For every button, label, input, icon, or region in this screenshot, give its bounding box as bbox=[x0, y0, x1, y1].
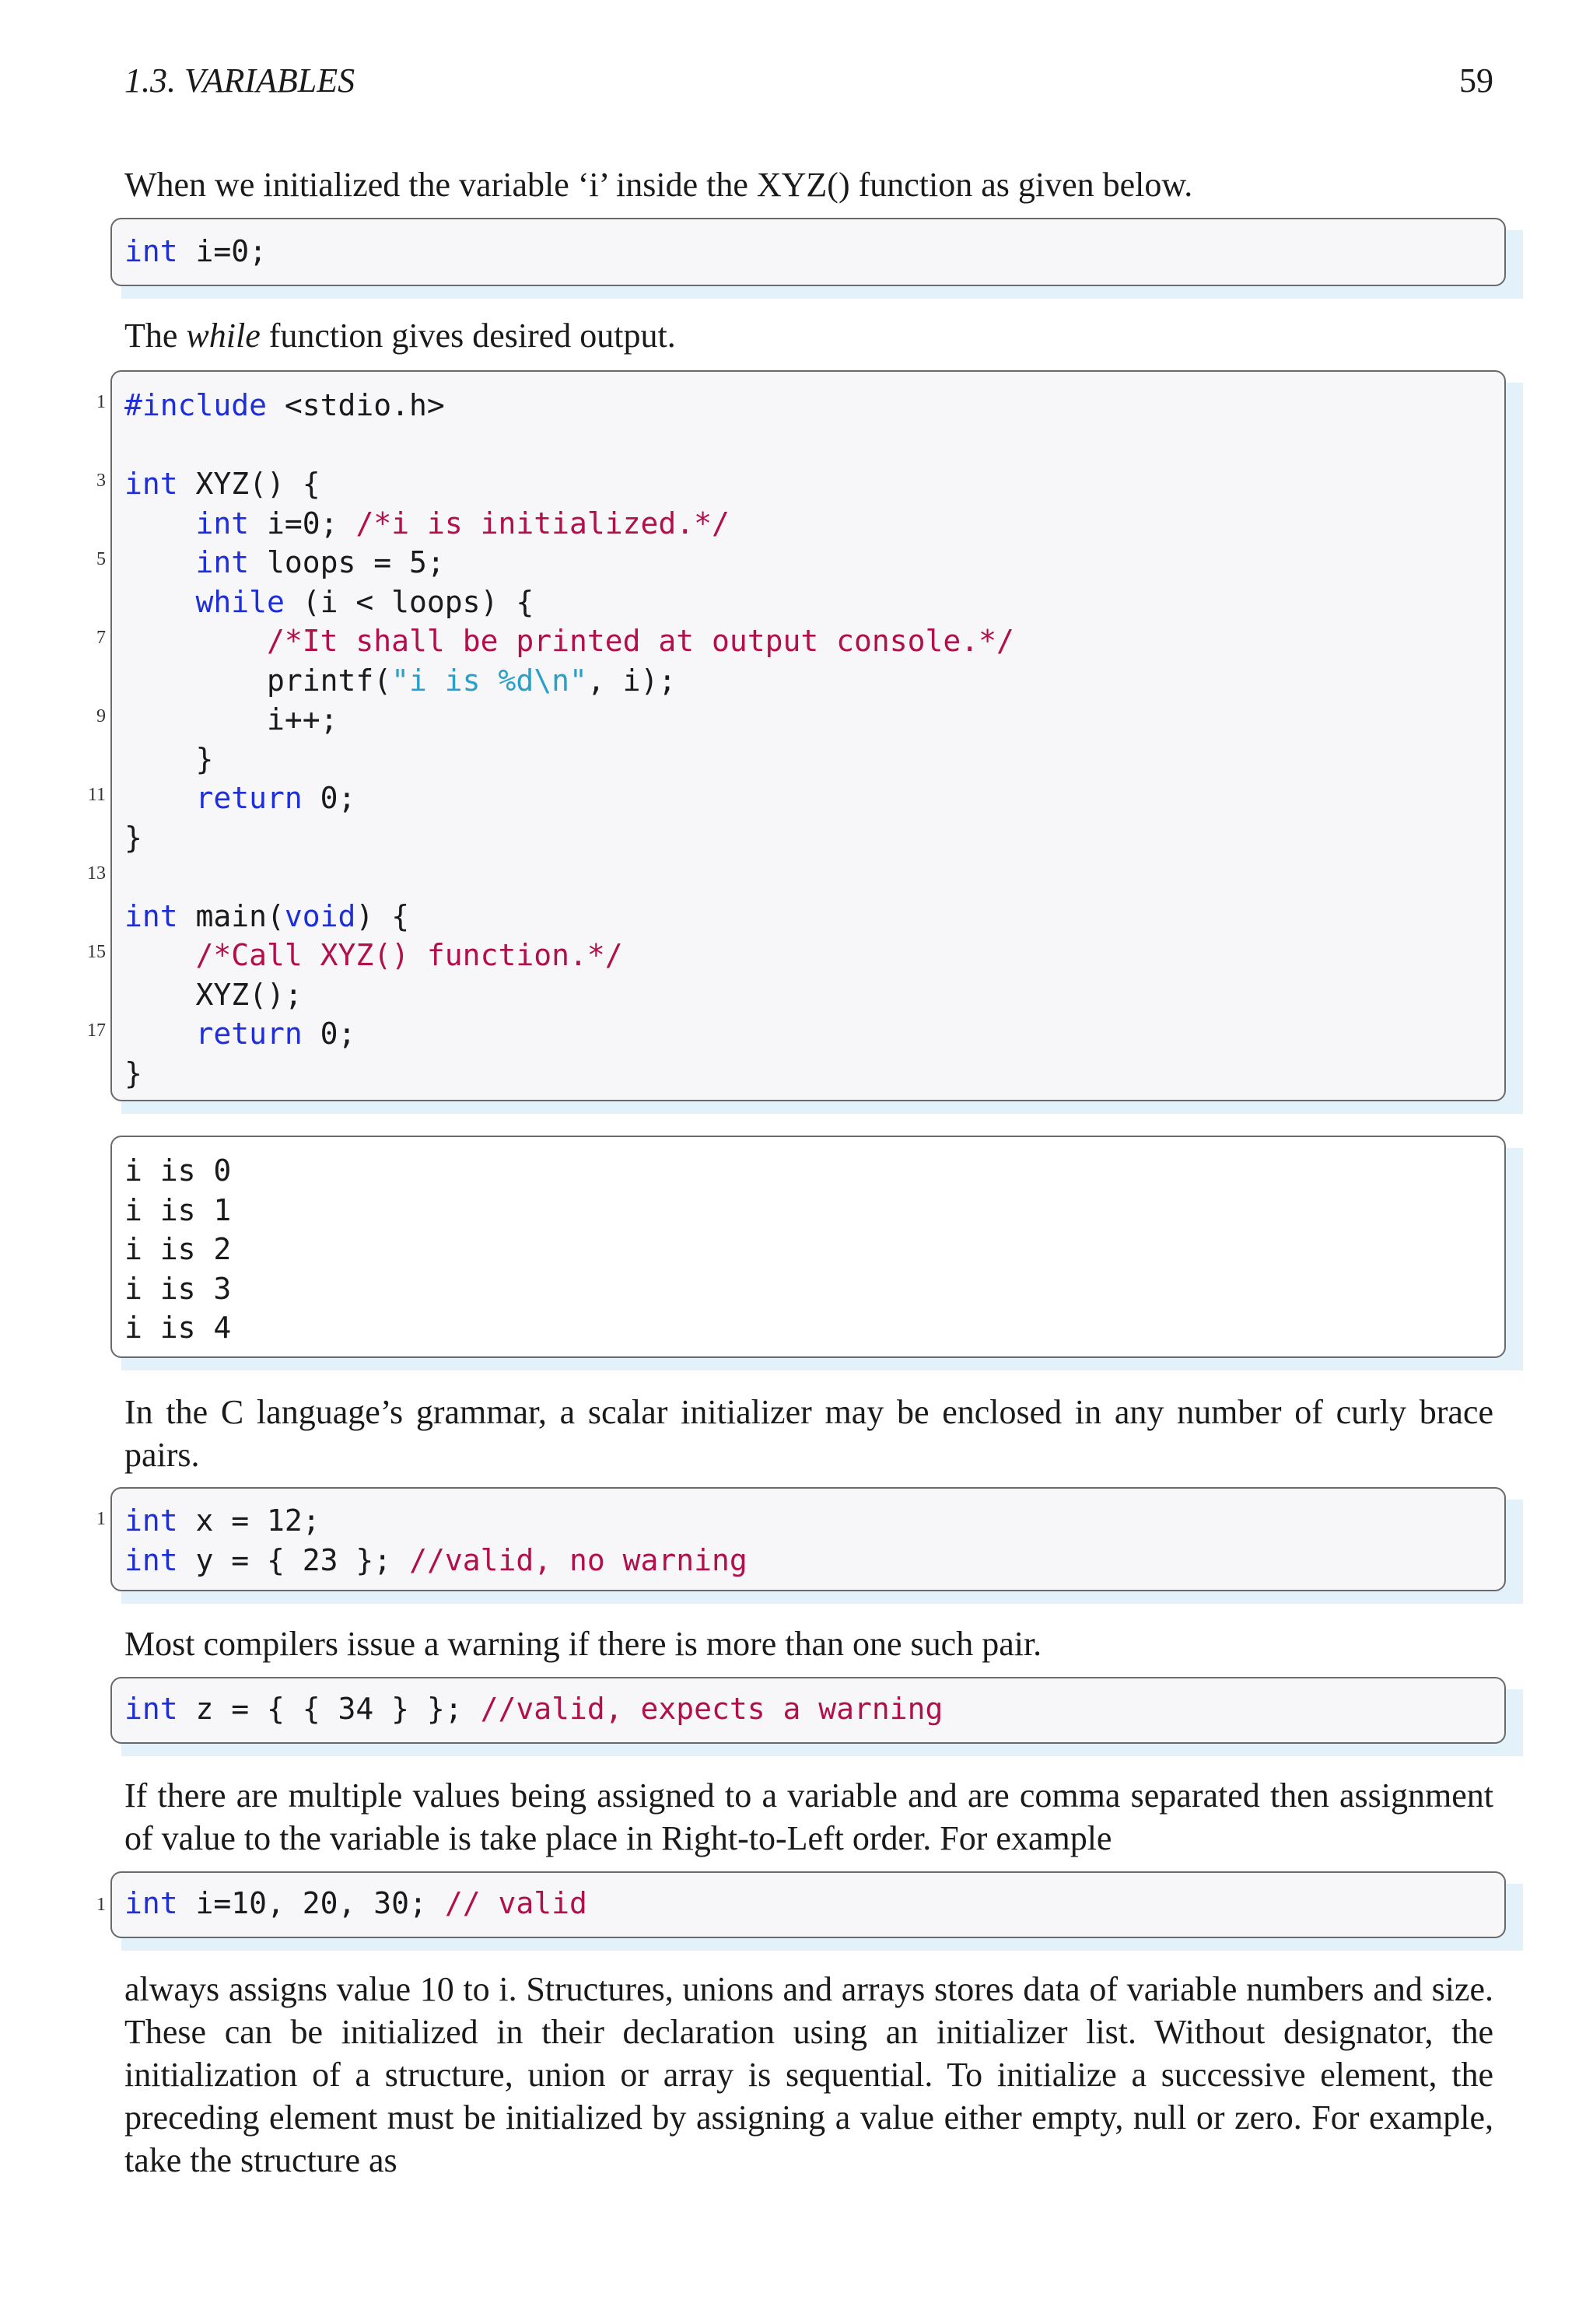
section-title: 1.3. VARIABLES bbox=[124, 61, 355, 100]
code-token: i is 2 bbox=[124, 1232, 232, 1266]
code-line bbox=[124, 700, 338, 740]
code-line bbox=[124, 543, 445, 583]
code-block-double-braces bbox=[110, 1677, 1506, 1744]
code-keyword: int bbox=[124, 1886, 178, 1920]
code-token: XYZ() { bbox=[177, 467, 320, 501]
code-line bbox=[124, 936, 623, 975]
code-line bbox=[124, 1884, 587, 1923]
code-listing bbox=[124, 1689, 943, 1729]
code-line bbox=[124, 740, 213, 779]
code-line bbox=[124, 583, 534, 622]
code-line bbox=[124, 1054, 142, 1094]
code-line bbox=[124, 464, 320, 504]
output-listing bbox=[124, 1151, 231, 1348]
code-token bbox=[124, 1017, 196, 1051]
line-number: 15 bbox=[87, 942, 106, 962]
line-number: 17 bbox=[87, 1020, 106, 1041]
code-line bbox=[124, 661, 676, 701]
code-token: y = { 23 }; bbox=[177, 1542, 410, 1577]
code-token: i=0; bbox=[177, 234, 268, 268]
code-token: i is 1 bbox=[124, 1192, 232, 1227]
code-token: 0; bbox=[302, 1017, 356, 1051]
code-line bbox=[124, 1501, 320, 1541]
code-listing bbox=[124, 232, 267, 271]
code-token bbox=[124, 624, 267, 658]
code-comment: //valid, no warning bbox=[409, 1542, 747, 1577]
code-block-comma bbox=[110, 1871, 1506, 1938]
code-block-frame bbox=[110, 218, 1506, 286]
code-keyword: while bbox=[195, 584, 285, 619]
code-keyword: #include bbox=[124, 388, 268, 422]
code-listing bbox=[124, 1501, 747, 1580]
code-listing bbox=[124, 1884, 587, 1923]
code-token: x = 12; bbox=[177, 1503, 320, 1538]
code-token: <stdio.h> bbox=[267, 388, 445, 422]
text-run: The bbox=[124, 317, 187, 355]
code-token: printf( bbox=[124, 663, 392, 698]
line-number: 13 bbox=[87, 863, 106, 884]
code-line bbox=[124, 386, 445, 425]
paragraph-structures: always assigns value 10 to i. Structures, unions and arrays stores data of variable numbers and size. These can be initialized in their declaration using an initializer list. Without designator, the initialization of a structure, union or array is sequential. To initialize a successive element, the preceding element must be initialized by assigning a value either empty, null or zero. For example, take the structure as bbox=[124, 1970, 1493, 2179]
line-number: 9 bbox=[96, 706, 106, 726]
line-number: 1 bbox=[96, 392, 106, 412]
line-number: 11 bbox=[87, 785, 106, 805]
code-line bbox=[124, 818, 142, 858]
code-token: i=0; bbox=[249, 506, 356, 541]
page-number: 59 bbox=[1459, 61, 1493, 100]
code-line bbox=[124, 1269, 231, 1309]
code-token: , i); bbox=[586, 663, 677, 698]
paragraph-scalar-initializer: In the C language’s grammar, a scalar initializer may be enclosed in any number of curly brace pairs. bbox=[124, 1393, 1493, 1474]
code-token bbox=[124, 781, 196, 815]
code-token: z = { { 34 } }; bbox=[177, 1692, 481, 1726]
code-line bbox=[124, 621, 1014, 661]
code-token bbox=[124, 545, 196, 579]
code-line bbox=[124, 1151, 231, 1191]
code-keyword: int bbox=[124, 898, 178, 933]
code-keyword: return bbox=[195, 1017, 303, 1051]
code-token: i is 3 bbox=[124, 1271, 232, 1306]
code-token: i is 4 bbox=[124, 1311, 232, 1345]
code-keyword: int bbox=[195, 506, 250, 541]
code-comment: /*It shall be printed at output console.*/ bbox=[267, 624, 1014, 658]
code-listing bbox=[124, 386, 1014, 1093]
running-header bbox=[124, 61, 1493, 107]
code-comment: /*Call XYZ() function.*/ bbox=[195, 938, 623, 972]
code-keyword: int bbox=[124, 1692, 178, 1726]
code-keyword: void bbox=[284, 898, 356, 933]
code-comment: //valid, expects a warning bbox=[480, 1692, 944, 1726]
output-console-block bbox=[110, 1136, 1506, 1358]
line-number: 3 bbox=[96, 471, 106, 491]
line-number: 1 bbox=[96, 1895, 106, 1915]
code-block-braces bbox=[110, 1487, 1506, 1591]
code-string: "i is %d\n" bbox=[391, 663, 587, 698]
code-token bbox=[124, 506, 196, 541]
code-comment: // valid bbox=[444, 1886, 587, 1920]
code-block-program bbox=[110, 370, 1506, 1101]
paragraph-intro: When we initialized the variable ‘i’ inside the XYZ() function as given below. bbox=[124, 166, 1193, 204]
code-token: i is 0 bbox=[124, 1153, 232, 1188]
code-keyword: return bbox=[195, 781, 303, 815]
code-token: i=10, 20, 30; bbox=[177, 1886, 445, 1920]
code-line bbox=[124, 897, 409, 936]
code-block-frame bbox=[110, 1136, 1506, 1358]
code-token: } bbox=[124, 741, 214, 776]
code-block-init bbox=[110, 218, 1506, 286]
code-keyword: int bbox=[124, 1503, 178, 1538]
code-token bbox=[124, 938, 196, 972]
code-line bbox=[124, 975, 303, 1015]
code-token: 0; bbox=[302, 781, 356, 815]
code-token: i++; bbox=[124, 702, 338, 737]
code-keyword: int bbox=[124, 1542, 178, 1577]
code-token: loops = 5; bbox=[249, 545, 445, 579]
code-token bbox=[124, 585, 196, 619]
code-token: XYZ(); bbox=[124, 977, 303, 1012]
code-keyword: int bbox=[195, 545, 250, 579]
code-line bbox=[124, 1308, 231, 1348]
code-keyword: int bbox=[124, 467, 178, 501]
paragraph-warning: Most compilers issue a warning if there is more than one such pair. bbox=[124, 1625, 1042, 1663]
paragraph-comma-assignment: If there are multiple values being assigned to a variable and are comma separated then assignment of value to the variable is take place in Right-to-Left order. For example bbox=[124, 1776, 1493, 1857]
emphasis: while bbox=[186, 317, 261, 355]
code-token: } bbox=[124, 1055, 142, 1090]
code-line bbox=[124, 1014, 355, 1054]
line-number: 1 bbox=[96, 1509, 106, 1529]
code-token: } bbox=[124, 820, 142, 855]
code-line bbox=[124, 232, 267, 271]
code-line bbox=[124, 1541, 747, 1580]
code-line bbox=[124, 857, 142, 897]
code-line bbox=[124, 779, 355, 818]
code-token: main( bbox=[177, 898, 285, 933]
line-number: 5 bbox=[96, 549, 106, 569]
code-line bbox=[124, 504, 730, 544]
line-number: 7 bbox=[96, 628, 106, 648]
code-line bbox=[124, 1230, 231, 1269]
code-comment: /*i is initialized.*/ bbox=[355, 506, 730, 541]
code-keyword: int bbox=[124, 234, 178, 268]
code-line bbox=[124, 1689, 943, 1729]
code-line bbox=[124, 425, 142, 465]
paragraph-while bbox=[124, 314, 1493, 357]
code-token: (i < loops) { bbox=[284, 584, 534, 619]
code-line bbox=[124, 1191, 231, 1230]
code-token: ) { bbox=[355, 898, 410, 933]
text-run: function gives desired output. bbox=[260, 317, 676, 355]
